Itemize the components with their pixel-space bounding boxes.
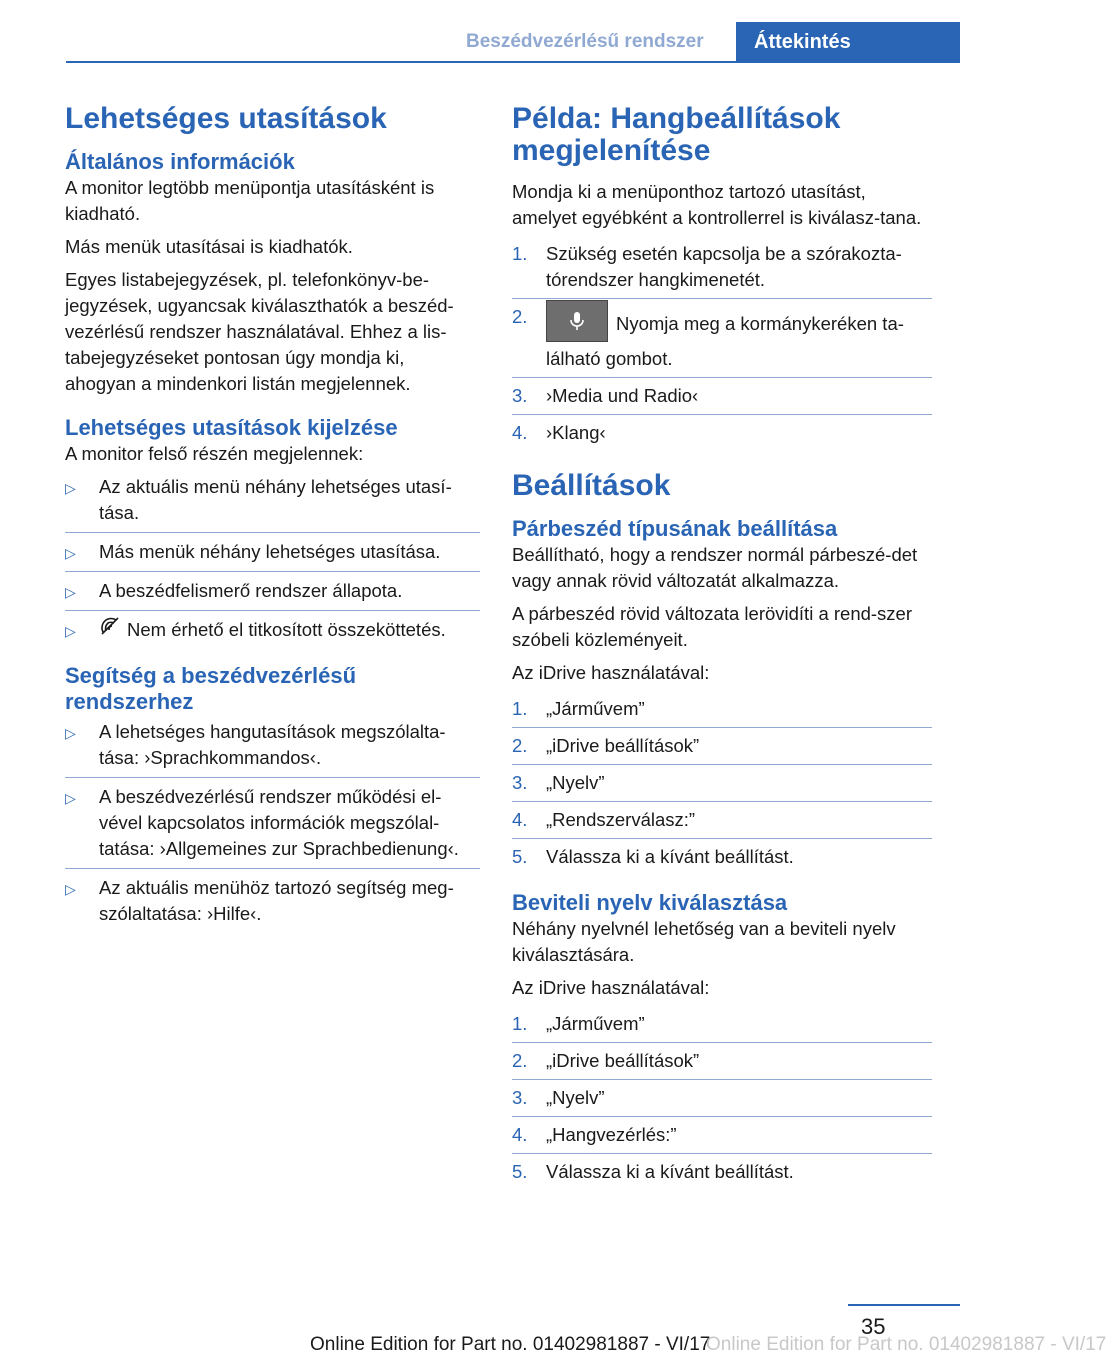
- list-item: [512, 420, 932, 446]
- bullet-marker: ▷: [65, 584, 76, 600]
- list-item: [512, 241, 932, 299]
- list-item: [512, 770, 932, 802]
- example-title: Példa: Hangbeállítások megjelenítése: [512, 102, 841, 167]
- running-header-section: Beszédvezérlésű rendszer: [466, 31, 704, 52]
- list-item-text: Nem érhető el titkosított összeköttetés.: [127, 619, 446, 640]
- settings-title: Beállítások: [512, 469, 671, 502]
- list-item: [65, 719, 480, 778]
- steps-input-language: [512, 1011, 932, 1185]
- list-item: [65, 539, 480, 572]
- list-item-text: Válassza ki a kívánt beállítást.: [546, 1161, 794, 1182]
- bullet-marker: ▷: [65, 480, 76, 496]
- step-number: 3.: [512, 385, 528, 406]
- list-item-text: A lehetséges hangutasítások megszólalta-tása: ›Sprachkommandos‹.: [99, 720, 446, 768]
- list-item-text: A beszédvezérlésű rendszer működési el-vével kapcsolatos információk megszólal-tatása: ›Allgemeines zur Sprachbedienung‹.: [99, 785, 459, 859]
- running-header-tab: Áttekintés: [736, 22, 960, 62]
- step-number: 3.: [512, 772, 528, 793]
- list-item: [65, 578, 480, 611]
- paragraph: A párbeszéd rövid változata lerövidíti a rend-szer szóbeli közleményeit.: [512, 603, 913, 650]
- paragraph: Más menük utasításai is kiadhatók.: [65, 236, 353, 257]
- bullet-marker: ▷: [65, 880, 76, 897]
- list-item: [512, 383, 932, 415]
- page-number: 35: [861, 1314, 886, 1339]
- list-item-text: „Járművem”: [546, 698, 645, 719]
- step-number: 2.: [512, 306, 528, 327]
- paragraph: Az iDrive használatával:: [512, 977, 710, 998]
- list-item-text: Válassza ki a kívánt beállítást.: [546, 846, 794, 867]
- list-item-text: ›Klang‹: [546, 422, 606, 443]
- step-number: 5.: [512, 846, 528, 867]
- section-heading-help: Segítség a beszédvezérlésű rendszerhez: [65, 662, 357, 714]
- step-number: 1.: [512, 698, 528, 719]
- paragraph: Az iDrive használatával:: [512, 662, 710, 683]
- step-number: 4.: [512, 809, 528, 830]
- right-column: [512, 103, 932, 1185]
- section-heading-input-language: Beviteli nyelv kiválasztása: [512, 890, 788, 915]
- list-item: [65, 474, 480, 533]
- step-number: 4.: [512, 1124, 528, 1145]
- section-heading-display: Lehetséges utasítások kijelzése: [65, 415, 398, 440]
- step-number: 3.: [512, 1087, 528, 1108]
- list-item-text: „Nyelv”: [546, 1087, 605, 1108]
- section-heading-general: Általános információk: [65, 149, 295, 174]
- list-item: [512, 696, 932, 728]
- microphone-icon: [546, 300, 608, 342]
- step-number: 4.: [512, 422, 528, 443]
- page-title: Lehetséges utasítások: [65, 102, 387, 135]
- bullet-marker: ▷: [65, 545, 76, 561]
- paragraph: Beállítható, hogy a rendszer normál párbeszé-det vagy annak rövid változatát alkalmazza.: [512, 544, 918, 591]
- list-item: [512, 733, 932, 765]
- list-item: [512, 1085, 932, 1117]
- left-column: [65, 103, 480, 927]
- paragraph: Egyes listabejegyzések, pl. telefonkönyv-be-jegyzések, ugyancsak kiválaszthatók a beszéd-vezérlésű rendszer használatával. Ehhez a lis-tabejegyzéseket pontosan úgy mondja ki, ahogyan a mindenkori listán megjelennek.: [65, 269, 454, 394]
- bullet-marker: ▷: [65, 623, 76, 639]
- list-item-text: „iDrive beállítások”: [546, 1050, 700, 1071]
- list-item: [512, 807, 932, 839]
- paragraph: Néhány nyelvnél lehetőség van a beviteli nyelv kiválasztására.: [512, 918, 896, 965]
- list-item-text: „Hangvezérlés:”: [546, 1124, 677, 1145]
- bullet-list-display: [65, 474, 480, 645]
- list-item-text: „Nyelv”: [546, 772, 605, 793]
- edition-footer: Online Edition for Part no. 01402981887 - VI/17: [310, 1334, 711, 1355]
- list-item-text: Az aktuális menü néhány lehetséges utasí-tása.: [99, 476, 452, 523]
- step-number: 5.: [512, 1161, 528, 1182]
- list-item: [512, 304, 932, 378]
- list-item: [65, 617, 480, 645]
- paragraph: Mondja ki a menüponthoz tartozó utasítást, amelyet egyébként a kontrollerrel is kiválasz-tana.: [512, 181, 922, 228]
- list-item-text: Nyomja meg a kormánykeréken ta-lálható gombot.: [546, 312, 904, 369]
- section-heading-dialog: Párbeszéd típusának beállítása: [512, 516, 838, 541]
- footer-rule: [848, 1304, 960, 1306]
- list-item-text: „Rendszerválasz:”: [546, 809, 696, 830]
- list-item-text: Szükség esetén kapcsolja be a szórakozta-tórendszer hangkimenetét.: [546, 243, 902, 290]
- list-item: [512, 1048, 932, 1080]
- step-number: 1.: [512, 243, 528, 264]
- list-item-text: „iDrive beállítások”: [546, 735, 700, 756]
- step-number: 2.: [512, 735, 528, 756]
- bullet-marker: ▷: [65, 789, 76, 806]
- paragraph: A monitor legtöbb menüpontja utasításként is kiadható.: [65, 177, 435, 224]
- watermark: Online Edition for Part no. 01402981887 - VI/17: [706, 1334, 1106, 1355]
- list-item: [65, 875, 480, 927]
- no-connection-icon: [99, 616, 121, 643]
- list-item-text: „Járművem”: [546, 1013, 645, 1034]
- list-item-text: Az aktuális menühöz tartozó segítség meg-szólaltatása: ›Hilfe‹.: [99, 876, 454, 924]
- list-item-text: Más menük néhány lehetséges utasítása.: [99, 541, 441, 562]
- bullet-list-help: [65, 719, 480, 927]
- step-number: 2.: [512, 1050, 528, 1071]
- list-item-text: ›Media und Radio‹: [546, 385, 699, 406]
- paragraph: A monitor felső részén megjelennek:: [65, 443, 364, 464]
- step-number: 1.: [512, 1013, 528, 1034]
- steps-dialog: [512, 696, 932, 870]
- list-item: [512, 1159, 932, 1185]
- list-item: [512, 1122, 932, 1154]
- list-item: [512, 1011, 932, 1043]
- steps-sound: [512, 241, 932, 446]
- bullet-marker: ▷: [65, 724, 76, 741]
- list-item: [65, 784, 480, 869]
- list-item: [512, 844, 932, 870]
- list-item-text: A beszédfelismerő rendszer állapota.: [99, 580, 403, 601]
- header-rule: [66, 61, 960, 63]
